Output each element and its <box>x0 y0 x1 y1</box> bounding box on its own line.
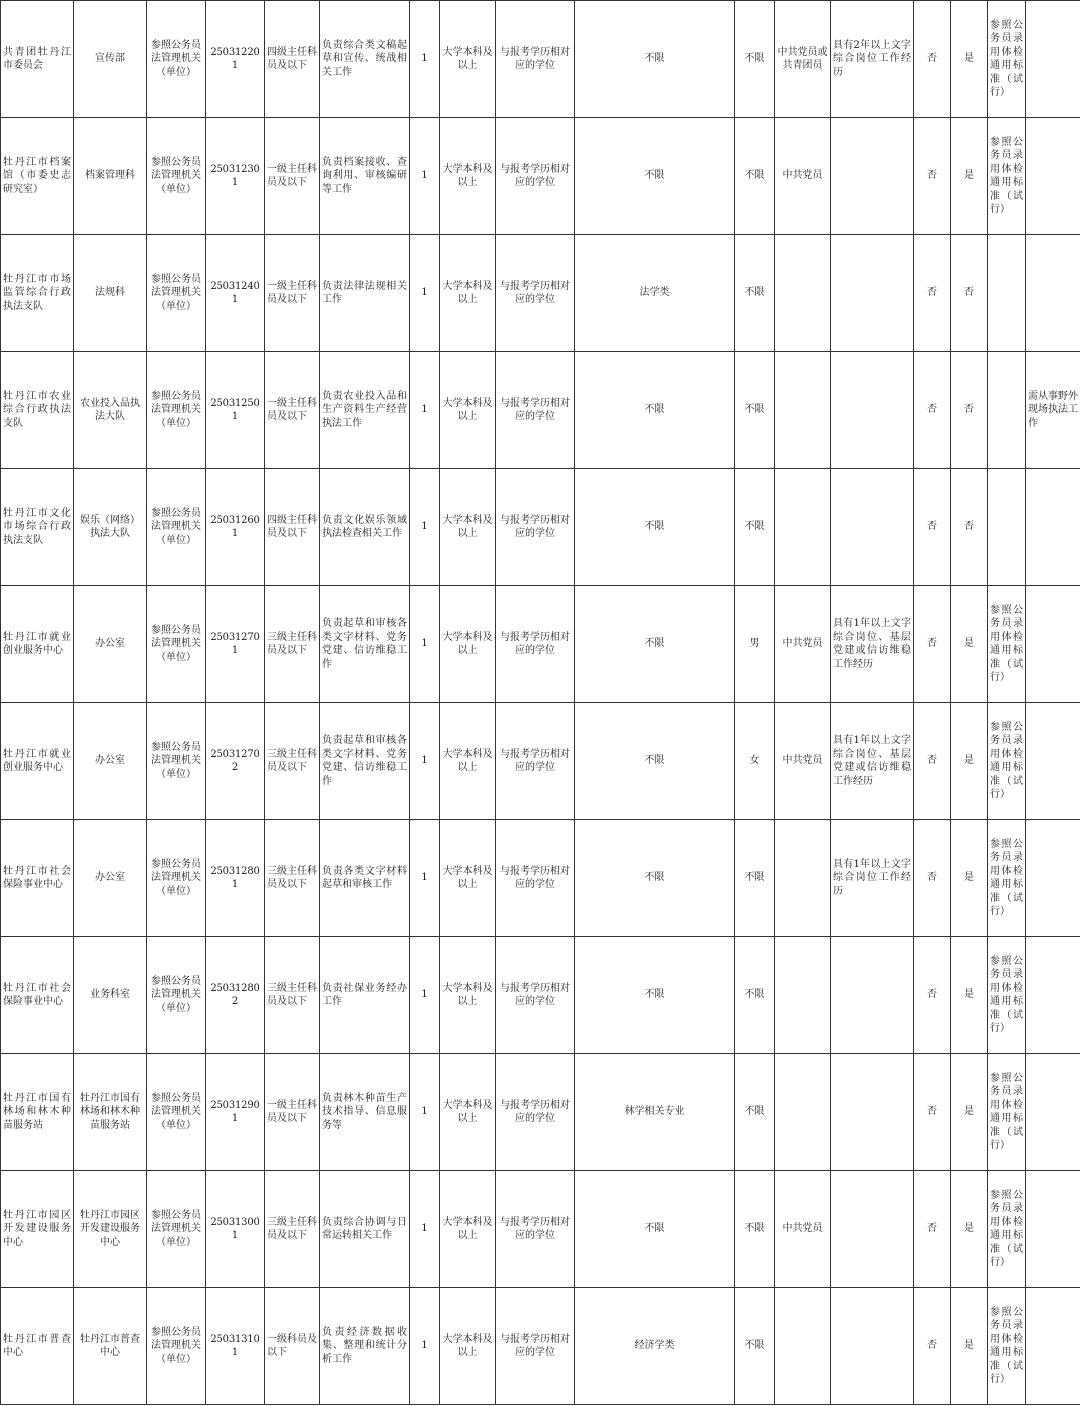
employer-cell: 牡丹江市园区开发建设服务中心 <box>1 1171 74 1288</box>
position-code-cell: 250312601 <box>206 469 265 586</box>
other-requirements-cell: 具有2年以上文字综合岗位工作经历 <box>831 1 914 118</box>
remark-cell <box>1026 703 1080 820</box>
position-code-cell: 250312301 <box>206 118 265 235</box>
job-duty-cell: 负责经济数据收集、整理和统计分析工作 <box>320 1288 410 1405</box>
org-nature-cell: 参照公务员法管理机关（单位） <box>147 1171 206 1288</box>
major-cell: 不限 <box>575 1 735 118</box>
degree-cell: 与报考学历相对应的学位 <box>496 118 575 235</box>
major-cell: 不限 <box>575 118 735 235</box>
positions-table-body <box>1 1 1080 1405</box>
employer-cell: 共青团牡丹江市委员会 <box>1 1 74 118</box>
education-cell: 大学本科及以上 <box>440 1054 496 1171</box>
table-row <box>1 820 1080 937</box>
job-duty-cell: 负责起草和审核各类文字材料、党务党建、信访维稳工作 <box>320 703 410 820</box>
physical-exam-cell: 参照公务员录用体检通用标准（试行） <box>988 937 1026 1054</box>
department-cell: 娱乐（网络）执法大队 <box>74 469 147 586</box>
table-row <box>1 235 1080 352</box>
other-requirements-cell <box>831 1171 914 1288</box>
education-cell: 大学本科及以上 <box>440 703 496 820</box>
degree-cell: 与报考学历相对应的学位 <box>496 352 575 469</box>
job-duty-cell: 负责法律法规相关工作 <box>320 235 410 352</box>
education-cell: 大学本科及以上 <box>440 586 496 703</box>
job-level-cell: 一级主任科员及以下 <box>265 352 320 469</box>
job-level-cell: 一级科员及以下 <box>265 1288 320 1405</box>
special-position-cell: 否 <box>914 937 951 1054</box>
special-position-cell: 否 <box>914 1 951 118</box>
major-cell: 不限 <box>575 937 735 1054</box>
other-requirements-cell: 具有1年以上文字综合岗位、基层党建或信访维稳工作经历 <box>831 703 914 820</box>
special-position-cell: 否 <box>914 820 951 937</box>
physical-exam-cell: 参照公务员录用体检通用标准（试行） <box>988 118 1026 235</box>
gender-cell: 不限 <box>735 820 775 937</box>
department-cell: 牡丹江市普查中心 <box>74 1288 147 1405</box>
special-position-cell: 否 <box>914 118 951 235</box>
political-status-cell <box>775 1288 831 1405</box>
political-status-cell: 中共党员 <box>775 703 831 820</box>
remark-cell <box>1026 820 1080 937</box>
other-requirements-cell <box>831 235 914 352</box>
job-level-cell: 三级主任科员及以下 <box>265 937 320 1054</box>
table-row <box>1 118 1080 235</box>
job-level-cell: 三级主任科员及以下 <box>265 820 320 937</box>
physical-exam-cell: 参照公务员录用体检通用标准（试行） <box>988 703 1026 820</box>
job-level-cell: 四级主任科员及以下 <box>265 1 320 118</box>
org-nature-cell: 参照公务员法管理机关（单位） <box>147 586 206 703</box>
gender-cell: 不限 <box>735 352 775 469</box>
physical-exam-cell: 参照公务员录用体检通用标准（试行） <box>988 1171 1026 1288</box>
department-cell: 牡丹江市国有林场和林木种苗服务站 <box>74 1054 147 1171</box>
degree-cell: 与报考学历相对应的学位 <box>496 469 575 586</box>
hire-count-cell: 1 <box>410 235 440 352</box>
department-cell: 档案管理科 <box>74 118 147 235</box>
job-duty-cell: 负责起草和审核各类文字材料、党务党建、信访维稳工作 <box>320 586 410 703</box>
degree-cell: 与报考学历相对应的学位 <box>496 1 575 118</box>
hire-count-cell: 1 <box>410 1 440 118</box>
position-code-cell: 250312702 <box>206 703 265 820</box>
degree-cell: 与报考学历相对应的学位 <box>496 1054 575 1171</box>
education-cell: 大学本科及以上 <box>440 469 496 586</box>
professional-test-cell: 是 <box>951 1054 988 1171</box>
professional-test-cell: 否 <box>951 469 988 586</box>
degree-cell: 与报考学历相对应的学位 <box>496 703 575 820</box>
other-requirements-cell <box>831 352 914 469</box>
department-cell: 农业投入品执法大队 <box>74 352 147 469</box>
org-nature-cell: 参照公务员法管理机关（单位） <box>147 352 206 469</box>
employer-cell: 牡丹江市档案馆（市委史志研究室） <box>1 118 74 235</box>
job-level-cell: 三级主任科员及以下 <box>265 1171 320 1288</box>
major-cell: 经济学类 <box>575 1288 735 1405</box>
department-cell: 牡丹江市园区开发建设服务中心 <box>74 1171 147 1288</box>
professional-test-cell: 是 <box>951 1288 988 1405</box>
political-status-cell: 中共党员 <box>775 586 831 703</box>
political-status-cell <box>775 469 831 586</box>
job-duty-cell: 负责农业投入品和生产资料生产经营执法工作 <box>320 352 410 469</box>
special-position-cell: 否 <box>914 703 951 820</box>
position-code-cell: 250312901 <box>206 1054 265 1171</box>
professional-test-cell: 是 <box>951 1 988 118</box>
physical-exam-cell: 参照公务员录用体检通用标准（试行） <box>988 1 1026 118</box>
gender-cell: 不限 <box>735 1288 775 1405</box>
political-status-cell: 中共党员或共青团员 <box>775 1 831 118</box>
hire-count-cell: 1 <box>410 118 440 235</box>
department-cell: 宣传部 <box>74 1 147 118</box>
degree-cell: 与报考学历相对应的学位 <box>496 1288 575 1405</box>
professional-test-cell: 是 <box>951 937 988 1054</box>
gender-cell: 不限 <box>735 1 775 118</box>
position-code-cell: 250312501 <box>206 352 265 469</box>
political-status-cell: 中共党员 <box>775 118 831 235</box>
professional-test-cell: 否 <box>951 235 988 352</box>
gender-cell: 不限 <box>735 1054 775 1171</box>
physical-exam-cell <box>988 352 1026 469</box>
job-level-cell: 三级主任科员及以下 <box>265 703 320 820</box>
employer-cell: 牡丹江市社会保险事业中心 <box>1 937 74 1054</box>
org-nature-cell: 参照公务员法管理机关（单位） <box>147 235 206 352</box>
position-code-cell: 250312802 <box>206 937 265 1054</box>
special-position-cell: 否 <box>914 352 951 469</box>
hire-count-cell: 1 <box>410 820 440 937</box>
professional-test-cell: 是 <box>951 703 988 820</box>
gender-cell: 男 <box>735 586 775 703</box>
major-cell: 不限 <box>575 469 735 586</box>
special-position-cell: 否 <box>914 1171 951 1288</box>
other-requirements-cell <box>831 1054 914 1171</box>
remark-cell <box>1026 469 1080 586</box>
remark-cell <box>1026 1171 1080 1288</box>
degree-cell: 与报考学历相对应的学位 <box>496 820 575 937</box>
gender-cell: 不限 <box>735 1171 775 1288</box>
job-duty-cell: 负责林木种苗生产技术指导、信息服务等 <box>320 1054 410 1171</box>
physical-exam-cell: 参照公务员录用体检通用标准（试行） <box>988 820 1026 937</box>
professional-test-cell: 是 <box>951 1171 988 1288</box>
table-row <box>1 1171 1080 1288</box>
remark-cell <box>1026 1288 1080 1405</box>
job-duty-cell: 负责档案接收、查询利用、审核编研等工作 <box>320 118 410 235</box>
degree-cell: 与报考学历相对应的学位 <box>496 937 575 1054</box>
professional-test-cell: 否 <box>951 352 988 469</box>
job-duty-cell: 负责综合类文稿起草和宣传、统战相关工作 <box>320 1 410 118</box>
org-nature-cell: 参照公务员法管理机关（单位） <box>147 937 206 1054</box>
job-level-cell: 一级主任科员及以下 <box>265 235 320 352</box>
major-cell: 法学类 <box>575 235 735 352</box>
remark-cell <box>1026 1 1080 118</box>
hire-count-cell: 1 <box>410 1171 440 1288</box>
org-nature-cell: 参照公务员法管理机关（单位） <box>147 1054 206 1171</box>
other-requirements-cell <box>831 937 914 1054</box>
employer-cell: 牡丹江市就业创业服务中心 <box>1 703 74 820</box>
org-nature-cell: 参照公务员法管理机关（单位） <box>147 703 206 820</box>
hire-count-cell: 1 <box>410 352 440 469</box>
hire-count-cell: 1 <box>410 703 440 820</box>
gender-cell: 女 <box>735 703 775 820</box>
position-code-cell: 250312401 <box>206 235 265 352</box>
major-cell: 不限 <box>575 586 735 703</box>
education-cell: 大学本科及以上 <box>440 352 496 469</box>
remark-cell <box>1026 586 1080 703</box>
position-code-cell: 250312801 <box>206 820 265 937</box>
professional-test-cell: 是 <box>951 118 988 235</box>
remark-cell <box>1026 118 1080 235</box>
other-requirements-cell: 具有1年以上文字综合岗位、基层党建或信访维稳工作经历 <box>831 586 914 703</box>
physical-exam-cell: 参照公务员录用体检通用标准（试行） <box>988 586 1026 703</box>
hire-count-cell: 1 <box>410 586 440 703</box>
department-cell: 法规科 <box>74 235 147 352</box>
major-cell: 不限 <box>575 820 735 937</box>
position-code-cell: 250312201 <box>206 1 265 118</box>
major-cell: 不限 <box>575 703 735 820</box>
hire-count-cell: 1 <box>410 937 440 1054</box>
political-status-cell: 中共党员 <box>775 1171 831 1288</box>
remark-cell <box>1026 1054 1080 1171</box>
physical-exam-cell: 参照公务员录用体检通用标准（试行） <box>988 1288 1026 1405</box>
table-row <box>1 937 1080 1054</box>
professional-test-cell: 是 <box>951 820 988 937</box>
table-row <box>1 1 1080 118</box>
major-cell: 不限 <box>575 352 735 469</box>
education-cell: 大学本科及以上 <box>440 1288 496 1405</box>
gender-cell: 不限 <box>735 118 775 235</box>
employer-cell: 牡丹江市市场监管综合行政执法支队 <box>1 235 74 352</box>
education-cell: 大学本科及以上 <box>440 1171 496 1288</box>
gender-cell: 不限 <box>735 469 775 586</box>
political-status-cell <box>775 1054 831 1171</box>
employer-cell: 牡丹江市社会保险事业中心 <box>1 820 74 937</box>
department-cell: 办公室 <box>74 586 147 703</box>
job-level-cell: 一级主任科员及以下 <box>265 118 320 235</box>
education-cell: 大学本科及以上 <box>440 820 496 937</box>
job-duty-cell: 负责社保业务经办工作 <box>320 937 410 1054</box>
degree-cell: 与报考学历相对应的学位 <box>496 586 575 703</box>
job-duty-cell: 负责各类文字材料起草和审核工作 <box>320 820 410 937</box>
job-duty-cell: 负责文化娱乐领域执法检查相关工作 <box>320 469 410 586</box>
education-cell: 大学本科及以上 <box>440 1 496 118</box>
employer-cell: 牡丹江市文化市场综合行政执法支队 <box>1 469 74 586</box>
other-requirements-cell <box>831 1288 914 1405</box>
org-nature-cell: 参照公务员法管理机关（单位） <box>147 820 206 937</box>
special-position-cell: 否 <box>914 1054 951 1171</box>
position-code-cell: 250313101 <box>206 1288 265 1405</box>
table-row <box>1 703 1080 820</box>
other-requirements-cell: 具有1年以上文字综合岗位工作经历 <box>831 820 914 937</box>
org-nature-cell: 参照公务员法管理机关（单位） <box>147 1288 206 1405</box>
org-nature-cell: 参照公务员法管理机关（单位） <box>147 1 206 118</box>
degree-cell: 与报考学历相对应的学位 <box>496 1171 575 1288</box>
physical-exam-cell <box>988 235 1026 352</box>
education-cell: 大学本科及以上 <box>440 937 496 1054</box>
job-level-cell: 四级主任科员及以下 <box>265 469 320 586</box>
employer-cell: 牡丹江市就业创业服务中心 <box>1 586 74 703</box>
degree-cell: 与报考学历相对应的学位 <box>496 235 575 352</box>
table-row <box>1 1054 1080 1171</box>
department-cell: 办公室 <box>74 703 147 820</box>
hire-count-cell: 1 <box>410 469 440 586</box>
special-position-cell: 否 <box>914 1288 951 1405</box>
other-requirements-cell <box>831 469 914 586</box>
table-row <box>1 586 1080 703</box>
education-cell: 大学本科及以上 <box>440 118 496 235</box>
remark-cell <box>1026 937 1080 1054</box>
department-cell: 办公室 <box>74 820 147 937</box>
professional-test-cell: 是 <box>951 586 988 703</box>
political-status-cell <box>775 352 831 469</box>
remark-cell: 需从事野外现场执法工作 <box>1026 352 1080 469</box>
education-cell: 大学本科及以上 <box>440 235 496 352</box>
table-row <box>1 469 1080 586</box>
position-code-cell: 250313001 <box>206 1171 265 1288</box>
gender-cell: 不限 <box>735 937 775 1054</box>
employer-cell: 牡丹江市国有林场和林木种苗服务站 <box>1 1054 74 1171</box>
special-position-cell: 否 <box>914 586 951 703</box>
table-row <box>1 1288 1080 1405</box>
position-code-cell: 250312701 <box>206 586 265 703</box>
major-cell: 不限 <box>575 1171 735 1288</box>
org-nature-cell: 参照公务员法管理机关（单位） <box>147 118 206 235</box>
hire-count-cell: 1 <box>410 1054 440 1171</box>
hire-count-cell: 1 <box>410 1288 440 1405</box>
political-status-cell <box>775 937 831 1054</box>
job-level-cell: 一级主任科员及以下 <box>265 1054 320 1171</box>
employer-cell: 牡丹江市农业综合行政执法支队 <box>1 352 74 469</box>
other-requirements-cell <box>831 118 914 235</box>
major-cell: 林学相关专业 <box>575 1054 735 1171</box>
table-row <box>1 352 1080 469</box>
physical-exam-cell: 参照公务员录用体检通用标准（试行） <box>988 1054 1026 1171</box>
org-nature-cell: 参照公务员法管理机关（单位） <box>147 469 206 586</box>
employer-cell: 牡丹江市普查中心 <box>1 1288 74 1405</box>
job-duty-cell: 负责综合协调与日常运转相关工作 <box>320 1171 410 1288</box>
physical-exam-cell <box>988 469 1026 586</box>
department-cell: 业务科室 <box>74 937 147 1054</box>
political-status-cell <box>775 235 831 352</box>
special-position-cell: 否 <box>914 235 951 352</box>
political-status-cell <box>775 820 831 937</box>
remark-cell <box>1026 235 1080 352</box>
job-level-cell: 三级主任科员及以下 <box>265 586 320 703</box>
special-position-cell: 否 <box>914 469 951 586</box>
gender-cell: 不限 <box>735 235 775 352</box>
